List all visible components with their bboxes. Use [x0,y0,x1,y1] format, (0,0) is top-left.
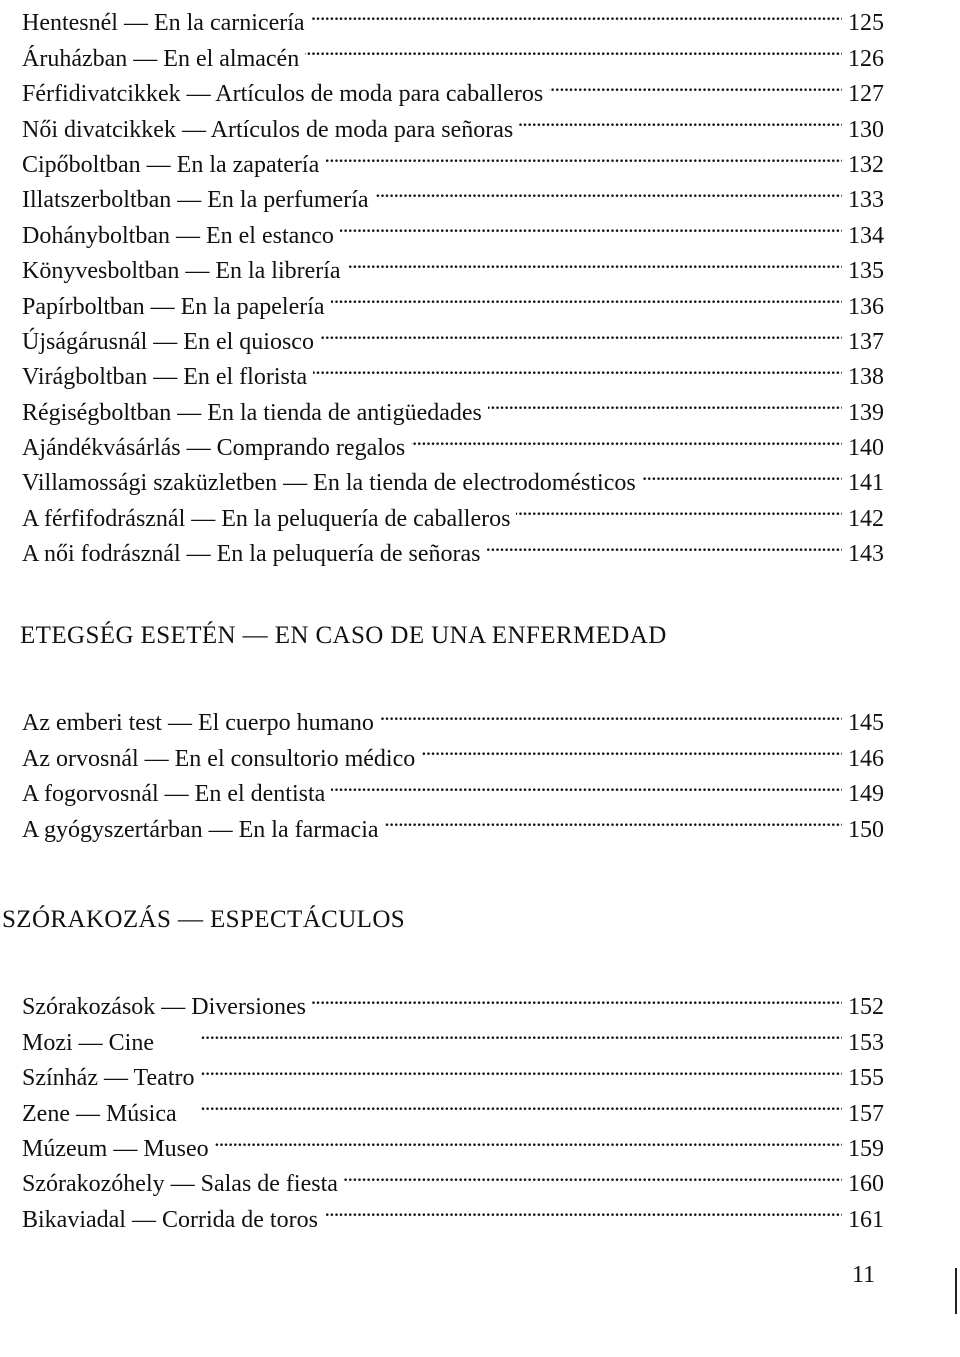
scan-edge-mark [955,1268,957,1314]
toc-entry-page: 134 [848,222,884,249]
dot-leader [324,1191,842,1226]
toc-entry-title: Virágboltban — En el florista [22,364,308,391]
toc-list-entertainment [22,979,884,1233]
toc-entry [22,979,884,1021]
toc-entry-page: 125 [848,10,884,37]
dot-leader [344,1156,842,1191]
dot-leader [311,0,842,30]
dot-leader [312,979,842,1014]
toc-entry-title: Az emberi test — El cuerpo humano [22,710,374,737]
dot-leader [375,172,842,207]
toc-entry-page: 139 [848,399,884,426]
toc-entry-title: Villamossági szaküzletben — En la tienda de electrodomésticos [22,470,636,497]
toc-entry-title: Cipőboltban — En la zapatería [22,151,320,178]
page-number: 11 [852,1262,876,1288]
dot-leader [411,420,842,455]
toc-entry-title: Bikaviadal — Corrida de toros [22,1206,318,1233]
toc-entry-page: 135 [848,258,884,285]
toc-list-shopping [22,0,884,568]
toc-entry-page: 141 [848,470,884,497]
toc-entry-page: 138 [848,364,884,391]
toc-entry-title: Régiségboltban — En la tienda de antigüedades [22,399,482,426]
toc-entry-page: 152 [848,994,884,1021]
toc-entry-title: Mozi — Cine [22,1029,154,1056]
toc-entry-page: 133 [848,187,884,214]
toc-entry-title: Férfidivatcikkek — Artículos de moda para caballeros [22,81,544,108]
toc-entry-title: Múzeum — Museo [22,1135,209,1162]
toc-entry-title: A női fodrásznál — En la peluquería de señoras [22,541,481,568]
dot-leader [160,1014,842,1049]
toc-entry-title: Színház — Teatro [22,1065,195,1092]
toc-entry-title: Dohányboltban — En el estanco [22,222,334,249]
dot-leader [516,490,842,525]
dot-leader [549,66,842,101]
dot-leader [519,101,842,136]
section-heading-illness: ETEGSÉG ESETÉN — EN CASO DE UNA ENFERMEDAD [20,622,667,649]
toc-entry-title: Ajándékvásárlás — Comprando regalos [22,435,406,462]
toc-entry-page: 149 [848,781,884,808]
toc-entry-title: Szórakozóhely — Salas de fiesta [22,1171,338,1198]
dot-leader [201,1050,843,1085]
toc-entry-page: 142 [848,505,884,532]
dot-leader [421,730,842,765]
toc-list-illness [22,695,884,843]
toc-entry [22,0,884,37]
dot-leader [325,137,842,172]
toc-entry-title: Újságárusnál — En el quiosco [22,328,314,355]
dot-leader [305,30,842,65]
toc-entry-title: Zene — Música [22,1100,177,1127]
toc-entry-page: 150 [848,816,884,843]
dot-leader [340,207,842,242]
toc-entry-page: 161 [848,1206,884,1233]
toc-entry-title: Papírboltban — En la papelería [22,293,325,320]
dot-leader [380,695,842,730]
dot-leader [487,526,842,561]
toc-entry-page: 127 [848,81,884,108]
dot-leader [331,278,842,313]
toc-entry-page: 130 [848,116,884,143]
toc-entry-page: 155 [848,1065,884,1092]
dot-leader [488,384,842,419]
section-heading-entertainment: SZÓRAKOZÁS — ESPECTÁCULOS [2,906,406,933]
dot-leader [183,1085,842,1120]
dot-leader [320,314,842,349]
dot-leader [385,801,842,836]
toc-entry-title: A fogorvosnál — En el dentista [22,781,326,808]
toc-entry-page: 132 [848,151,884,178]
toc-entry-page: 157 [848,1100,884,1127]
toc-entry-page: 140 [848,435,884,462]
toc-entry-title: Női divatcikkek — Artículos de moda para señoras [22,116,514,143]
toc-entry-page: 146 [848,745,884,772]
toc-entry-page: 153 [848,1029,884,1056]
toc-entry-title: A férfifodrásznál — En la peluquería de caballeros [22,505,511,532]
toc-entry-title: Hentesnél — En la carnicería [22,10,305,37]
toc-entry-title: Illatszerboltban — En la perfumería [22,187,369,214]
toc-entry-page: 160 [848,1171,884,1198]
toc-entry-page: 136 [848,293,884,320]
toc-entry-title: Az orvosnál — En el consultorio médico [22,745,416,772]
dot-leader [215,1121,842,1156]
toc-entry [22,695,884,737]
toc-entry-title: Könyvesboltban — En la librería [22,258,341,285]
toc-entry-title: A gyógyszertárban — En la farmacia [22,816,379,843]
toc-entry-page: 145 [848,710,884,737]
toc-entry-title: Szórakozások — Diversiones [22,994,306,1021]
toc-entry-page: 126 [848,45,884,72]
dot-leader [642,455,842,490]
toc-entry-page: 143 [848,541,884,568]
dot-leader [313,349,842,384]
toc-entry-page: 159 [848,1135,884,1162]
toc-entry-page: 137 [848,328,884,355]
dot-leader [347,243,842,278]
toc-entry-title: Áruházban — En el almacén [22,45,300,72]
dot-leader [331,766,842,801]
